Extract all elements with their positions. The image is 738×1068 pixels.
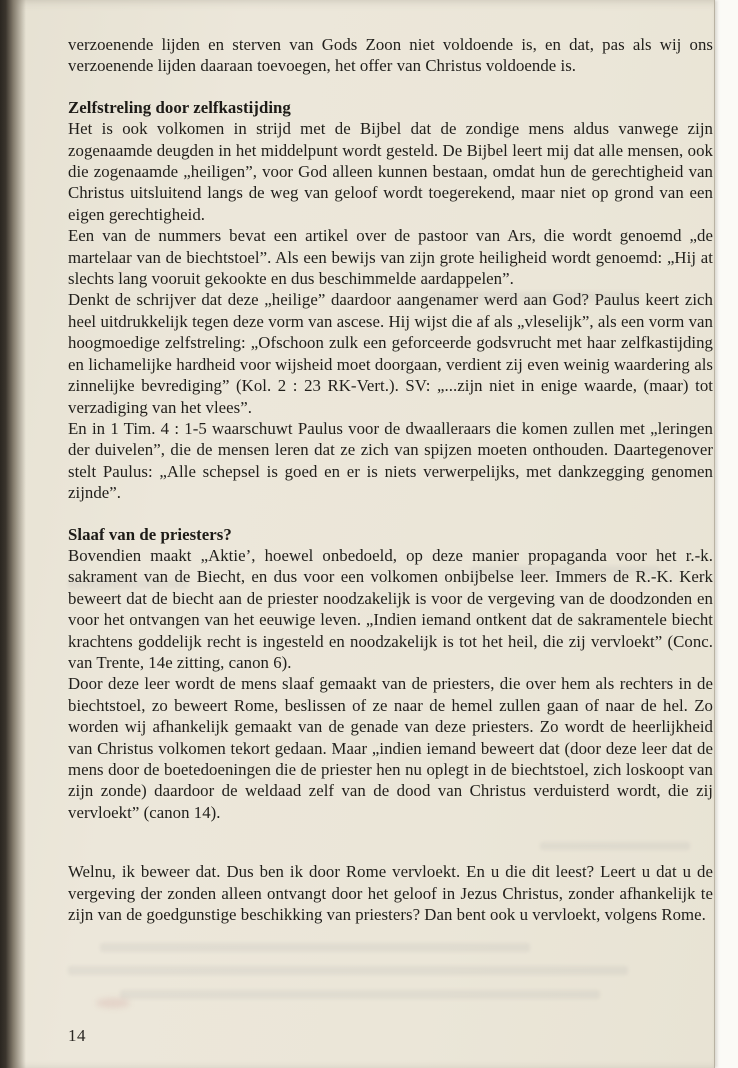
show-through-artifact: [100, 943, 530, 952]
paragraph-body: En in 1 Tim. 4 : 1-5 waarschuwt Paulus voor de dwaalleraars die komen zullen met „leringen der duivelen”, die de mensen leren dat ze zich van spijzen moeten onthouden. Daartegenover stelt Paulus: „Alle schepsel is goed en er is niets verwerpelijks, met dankzegging genomen zijnde”.: [68, 418, 713, 503]
show-through-artifact: [68, 966, 628, 975]
paragraph-body: Denkt de schrijver dat deze „heilige” daardoor aangenamer werd aan God? Paulus keert zich heel uitdrukkelijk tegen deze vorm van ascese. Hij wijst die af als „vleselijk”, als een vorm van hoogmoedige zelfstreling: „Ofschoon zulk een geforceerde godsvrucht met haar zelfkastijding en lichamelijke hardheid voor wijsheid moet doorgaan, verdient zij even weinig waardering als zinnelijke bevrediging” (Kol. 2 : 23 RK-Vert.). SV: „...zijn niet in enige waarde, (maar) tot verzadiging van het vlees”.: [68, 290, 713, 417]
section-heading-slaaf-van-de-priesters: Slaaf van de priesters?: [68, 524, 232, 544]
show-through-artifact: [120, 990, 600, 999]
section-heading-zelfstreling: Zelfstreling door zelfkastijding: [68, 97, 291, 117]
paragraph-closing: Welnu, ik beweer dat. Dus ben ik door Rome vervloekt. En u die dit leest? Leert u dat u de vergeving der zonden alleen ontvangt door het geloof in Jezus Christus, zonder afhankelijk te zijn van de goedgunstige beschikking van priesters? Dan bent ook u vervloekt, volgens Rome.: [68, 862, 713, 925]
paragraph-body: Door deze leer wordt de mens slaaf gemaakt van de priesters, die over hem als rechters in de biechtstoel, zo beweert Rome, beslissen of ze naar de hemel zullen gaan of naar de hel. Zo worden wij afhankelijk gemaakt van de genade van deze priesters. Zo wordt de heerlijkheid van Christus volkomen tekort gedaan. Maar „indien iemand beweert dat (door deze leer dat de mens door de boetedoeningen die de priester hen nu oplegt in de biechtstoel, zich loskoopt van zijn zonde) daardoor de weldaad zelf van de dood van Christus verduisterd wordt, die zij vervloekt” (canon 14).: [68, 674, 713, 822]
paper-smudge: [96, 998, 130, 1008]
page-text-block: [68, 34, 713, 925]
paragraph-body: Bovendien maakt „Aktie’, hoewel onbedoeld, op deze manier propaganda voor het r.-k. sakrament van de Biecht, en dus voor een volkomen onbijbelse leer. Immers de R.-K. Kerk beweert dat de biecht aan de priester noodzakelijk is voor de vergeving van de doodzonden en voor het ontvangen van het eeuwige leven. „Indien iemand ontkent dat de sakramentele biecht krachtens goddelijk recht is ingesteld en noodzakelijk is tot het heil, die zij vervloekt” (Conc. van Trente, 14e zitting, canon 6).: [68, 545, 713, 672]
paragraph-body: Een van de nummers bevat een artikel over de pastoor van Ars, die wordt genoemd „de martelaar van de biechtstoel”. Als een bewijs van zijn grote heiligheid wordt genoemd: „Hij at slechts lang vooruit gekookte en dus beschimmelde aardappelen”.: [68, 226, 713, 289]
page-number: 14: [68, 1026, 86, 1045]
paragraph-continuation: verzoenende lijden en sterven van Gods Zoon niet voldoende is, en dat, pas als wij ons verzoenende lijden daaraan toevoegen, het offer van Christus voldoende is.: [68, 35, 713, 76]
paragraph-body: Het is ook volkomen in strijd met de Bijbel dat de zondige mens aldus vanwege zijn zogenaamde deugden in het middelpunt wordt gesteld. De Bijbel leert mij dat alle mensen, ook die zogenaamde „heiligen”, voor God alleen kunnen bestaan, omdat hun de gerechtigheid van Christus uitsluitend langs de weg van geloof wordt toegerekend, maar niet op grond van een eigen gerechtigheid.: [68, 119, 713, 224]
scan-left-edge-shadow: [0, 0, 26, 1068]
